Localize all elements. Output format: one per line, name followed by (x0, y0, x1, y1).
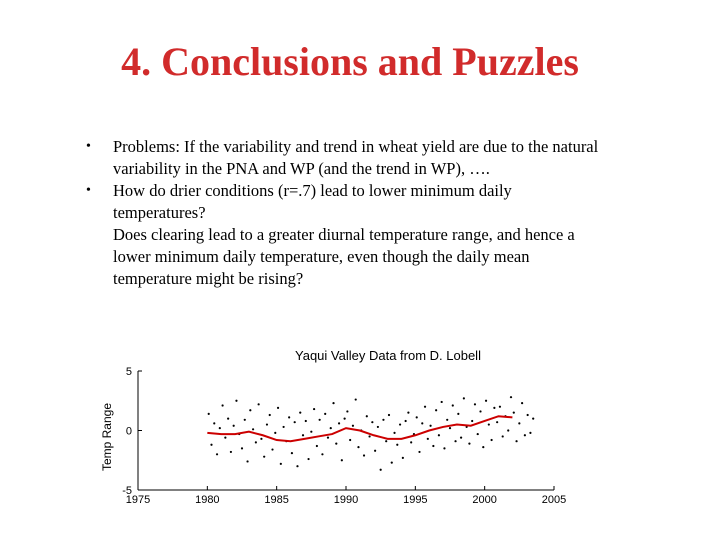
data-point (246, 460, 248, 462)
data-point (227, 418, 229, 420)
data-point (335, 442, 337, 444)
data-point (485, 400, 487, 402)
data-point (224, 437, 226, 439)
data-point (366, 415, 368, 417)
data-point (429, 425, 431, 427)
data-point (310, 431, 312, 433)
data-point (380, 469, 382, 471)
data-point (391, 462, 393, 464)
data-point (313, 408, 315, 410)
data-point (377, 426, 379, 428)
data-point (468, 442, 470, 444)
data-point (324, 413, 326, 415)
data-point (441, 401, 443, 403)
bullet-list (86, 136, 606, 290)
data-point (294, 421, 296, 423)
data-point (332, 402, 334, 404)
data-point (299, 412, 301, 414)
data-point (255, 441, 257, 443)
data-point (296, 465, 298, 467)
data-point (216, 453, 218, 455)
data-point (527, 414, 529, 416)
data-point (471, 420, 473, 422)
data-point (474, 403, 476, 405)
data-point (524, 434, 526, 436)
data-point (382, 419, 384, 421)
data-point (454, 440, 456, 442)
data-point (368, 435, 370, 437)
data-point (499, 406, 501, 408)
x-tick-label: 1975 (125, 494, 151, 506)
data-point (488, 423, 490, 425)
data-point (266, 423, 268, 425)
data-point (432, 445, 434, 447)
data-point (477, 433, 479, 435)
data-point (357, 446, 359, 448)
data-point (491, 439, 493, 441)
data-point (393, 432, 395, 434)
x-tick-label: 1990 (333, 494, 359, 506)
data-point (283, 426, 285, 428)
data-point (396, 444, 398, 446)
bullet-item (86, 180, 606, 224)
x-tick-label: 2000 (472, 494, 497, 506)
data-point (307, 458, 309, 460)
data-point (349, 439, 351, 441)
data-point (221, 404, 223, 406)
data-point (241, 447, 243, 449)
data-point (374, 450, 376, 452)
x-tick-label: 1985 (264, 494, 289, 506)
data-point (260, 438, 262, 440)
data-point (363, 454, 365, 456)
data-point (235, 400, 237, 402)
data-point (507, 429, 509, 431)
data-point (460, 437, 462, 439)
data-point (208, 413, 210, 415)
data-point (305, 420, 307, 422)
data-point (424, 406, 426, 408)
data-point (385, 440, 387, 442)
data-point (269, 414, 271, 416)
data-point (449, 427, 451, 429)
data-point (521, 402, 523, 404)
bullet-text: How do drier conditions (r=.7) lead to lower minimum daily temperatures? (113, 181, 512, 222)
data-point (435, 409, 437, 411)
data-point (302, 434, 304, 436)
data-point (452, 404, 454, 406)
scatter-chart (96, 344, 572, 530)
data-point (529, 432, 531, 434)
data-point (416, 416, 418, 418)
data-point (319, 419, 321, 421)
data-point (291, 452, 293, 454)
data-point (233, 425, 235, 427)
data-point (230, 451, 232, 453)
data-point (344, 418, 346, 420)
data-point (280, 463, 282, 465)
data-point (338, 422, 340, 424)
data-point (277, 407, 279, 409)
data-point (263, 456, 265, 458)
data-point (341, 459, 343, 461)
data-point (446, 419, 448, 421)
data-point (352, 425, 354, 427)
y-axis-label: Temp Range (100, 402, 114, 472)
y-tick-label: 0 (125, 425, 132, 438)
slide-title: 4. Conclusions and Puzzles (121, 39, 579, 84)
x-tick-label: 1995 (403, 494, 428, 506)
data-point (213, 422, 215, 424)
data-point (252, 428, 254, 430)
data-point (316, 445, 318, 447)
data-point (321, 453, 323, 455)
data-point (482, 446, 484, 448)
data-point (502, 435, 504, 437)
data-point (515, 440, 517, 442)
data-point (258, 403, 260, 405)
data-point (479, 410, 481, 412)
chart-plot-svg (96, 344, 572, 530)
data-point (427, 438, 429, 440)
bullet-icon: • (86, 139, 91, 154)
data-point (244, 419, 246, 421)
data-point (355, 398, 357, 400)
data-point (219, 427, 221, 429)
data-point (407, 412, 409, 414)
x-tick-label: 2005 (541, 494, 567, 506)
data-point (399, 423, 401, 425)
data-point (418, 451, 420, 453)
data-point (271, 448, 273, 450)
data-point (327, 437, 329, 439)
data-point (463, 397, 465, 399)
data-point (371, 421, 373, 423)
data-point (493, 407, 495, 409)
data-point (496, 421, 498, 423)
bullet-item (86, 136, 606, 180)
continuation-text: Does clearing lead to a greater diurnal temperature range, and hence a lower minimum daily temperature, even though the daily mean temperature might be rising? (113, 225, 575, 288)
bullet-icon: • (86, 183, 91, 198)
data-point (513, 412, 515, 414)
data-point (421, 422, 423, 424)
data-point (518, 422, 520, 424)
chart-title: Yaqui Valley Data from D. Lobell (295, 348, 481, 363)
data-point (402, 457, 404, 459)
data-point (346, 410, 348, 412)
y-tick-label: -5 (122, 485, 132, 497)
data-point (510, 396, 512, 398)
data-point (457, 413, 459, 415)
data-point (438, 434, 440, 436)
data-point (443, 447, 445, 449)
data-point (288, 416, 290, 418)
data-point (210, 444, 212, 446)
data-point (249, 409, 251, 411)
data-point (532, 418, 534, 420)
data-point (388, 414, 390, 416)
data-point (274, 432, 276, 434)
data-point (410, 441, 412, 443)
data-point (405, 420, 407, 422)
x-tick-label: 1980 (195, 494, 220, 506)
y-tick-label: 5 (125, 366, 132, 378)
bullet-text: Problems: If the variability and trend in wheat yield are due to the natural variability in the PNA and WP (and the trend in WP), …. (113, 137, 599, 178)
data-point (330, 427, 332, 429)
